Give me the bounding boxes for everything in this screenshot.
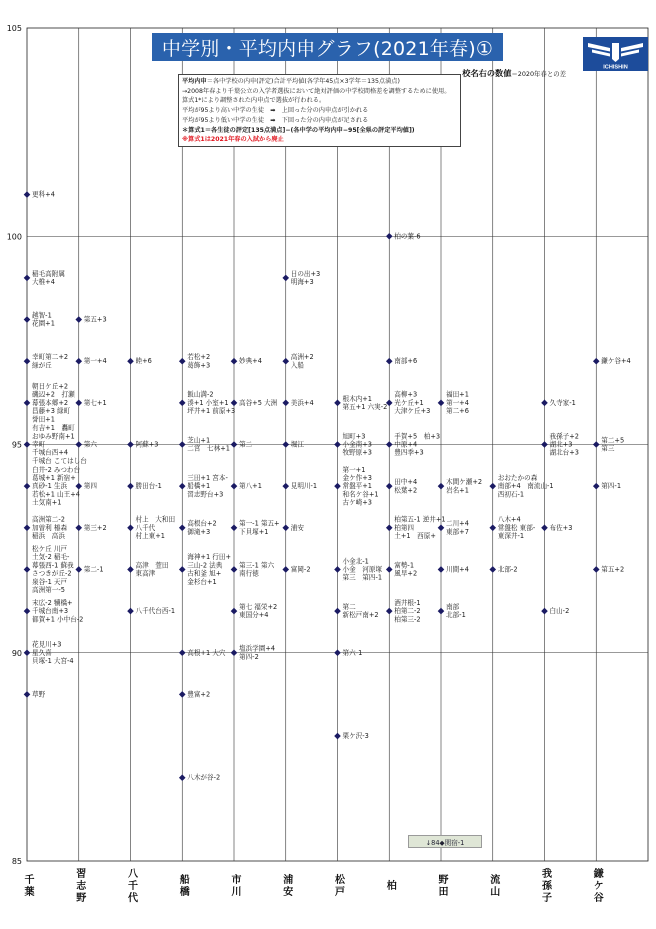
data-point-label: 柏第三-2 <box>394 615 421 624</box>
data-point-label: 常盤松 東部- <box>497 523 536 532</box>
category-label: 浦安 <box>280 874 292 898</box>
data-point-marker <box>75 316 82 323</box>
logo-emblem-icon <box>583 37 648 71</box>
data-point-label: おおたかの森 <box>497 473 538 482</box>
data-point-label: 湖北+3 <box>549 440 573 449</box>
data-point-label: 貝塚-1 大宮-4 <box>32 656 74 665</box>
data-point-label: 我孫子+2 <box>549 432 580 441</box>
data-point-marker <box>231 649 238 656</box>
data-point-marker <box>24 608 31 615</box>
data-point-marker <box>386 358 393 365</box>
data-point-label: 小金北-1 <box>342 557 369 566</box>
data-point-label: 豊富+2 <box>187 690 211 699</box>
data-point-marker <box>127 483 134 490</box>
data-point-label: 飯山満-2 <box>187 390 214 399</box>
data-point-label: 妙典+4 <box>239 357 262 366</box>
data-point-marker <box>179 525 186 532</box>
data-point-label: 第一-1 第五+ <box>239 519 280 528</box>
data-point-label: 高洲+2 <box>290 353 314 362</box>
data-point-label: 幕張西-1 蘇我 <box>32 561 74 570</box>
data-point-label: 高谷+5 大洲 <box>239 398 278 407</box>
abolished-notice: ※算式1は2021年春の入試から廃止 <box>182 136 284 144</box>
data-point-label: 第五+1 六実-2 <box>342 402 388 411</box>
data-point-label: 海神+1 行田+ <box>187 553 231 562</box>
explanation-line: 平均が95より低い中学の生徒 ➡ 下回った分の内申点が足される <box>182 116 369 124</box>
data-point-label: 第三+2 <box>83 523 107 532</box>
data-point-label: 栗ケ沢-3 <box>342 732 369 741</box>
data-point-label: 第三-1 第六 <box>239 561 275 570</box>
data-point-label: 第五+3 <box>83 315 107 324</box>
data-point-label: 第二+5 <box>601 436 625 445</box>
data-point-marker <box>282 275 289 282</box>
data-point-label: 泉谷-1 天戸 <box>32 577 68 586</box>
data-point-label: 葛飾+3 <box>187 361 211 370</box>
data-point-label: 富勢-1 <box>394 561 415 570</box>
data-point-label: 大津ケ丘+3 <box>394 407 431 416</box>
category-label: 松戸 <box>332 874 344 898</box>
data-point-label: 下貝塚+1 <box>239 527 269 536</box>
data-point-label: 高津 萱田 <box>135 561 169 570</box>
data-point-label: 第三 <box>601 444 615 453</box>
data-point-label: 南部+4 南流山-1 <box>497 482 554 491</box>
data-point-label: 根木内+1 <box>342 394 373 403</box>
data-point-label: 幸町 <box>32 440 46 449</box>
formula-line: ＊算式1＝各生徒の評定[135点満点]−(各中学の平均内申−95[全県の評定平均値]) <box>182 126 415 134</box>
data-point-label: 柏の葉-6 <box>394 232 421 241</box>
data-point-label: 東高津 <box>135 569 156 578</box>
data-point-marker <box>438 483 445 490</box>
data-point-label: 古和釜 旭+ <box>187 569 222 578</box>
data-point-label: 磯辺+2 打瀬 <box>32 390 75 399</box>
data-point-label: 第四-1 <box>601 482 622 491</box>
data-point-marker <box>334 566 341 573</box>
data-point-label: 小金南+3 <box>342 440 373 449</box>
data-point-label: 常盤平+1 <box>342 482 373 491</box>
y-tick-label: 105 <box>6 24 22 33</box>
data-point-label: 越智-1 <box>32 311 52 320</box>
data-point-marker <box>179 566 186 573</box>
data-point-marker <box>541 525 548 532</box>
data-point-label: 和名ケ谷+1 <box>342 490 379 499</box>
data-point-marker <box>489 525 496 532</box>
y-tick-label: 85 <box>11 857 22 866</box>
explanation-definition: ＝各中学校の内申(評定)合計平均値(各学年45点×3学年＝135点満点) <box>206 78 400 85</box>
data-point-marker <box>24 483 31 490</box>
data-point-label: 第二+6 <box>446 407 469 416</box>
data-point-marker <box>593 483 600 490</box>
data-point-label: 福田+1 <box>446 390 469 399</box>
explanation-line: 平均が95より高い中学の生徒 ➡ 上回った分の内申点が引かれる <box>182 107 369 115</box>
data-point-label: 稲毛高附属 <box>32 269 65 278</box>
data-point-label: 酒井根-1 <box>394 598 421 607</box>
data-point-marker <box>541 441 548 448</box>
data-point-label: 高柳+3 <box>394 390 418 399</box>
data-point-label: 村上東+1 <box>135 532 166 540</box>
data-point-label: 千城台南+3 <box>32 607 69 616</box>
data-point-label: 朝日ケ丘+2 <box>32 382 69 391</box>
data-point-marker <box>179 400 186 407</box>
data-point-label: 岩名+1 <box>446 486 469 495</box>
data-point-label: 豊四季+3 <box>394 448 424 457</box>
data-point-marker <box>593 441 600 448</box>
data-point-label: 柏第二-2 <box>394 607 421 616</box>
data-point-label: 北部-2 <box>497 565 518 574</box>
category-label: 習志野 <box>73 868 85 904</box>
data-point-label: 花見川+3 <box>32 640 62 649</box>
data-point-label: 柏第五-1 逆井+1 <box>394 515 446 524</box>
data-point-marker <box>24 566 31 573</box>
data-point-label: 金ケ作+3 <box>342 473 373 482</box>
data-point-marker <box>541 400 548 407</box>
data-point-marker <box>75 358 82 365</box>
data-point-marker <box>75 441 82 448</box>
data-point-label: 白山-2 <box>549 607 570 616</box>
data-points <box>24 190 631 782</box>
data-point-label: 二川+4 <box>446 519 469 528</box>
data-point-marker <box>593 358 600 365</box>
data-point-marker <box>282 441 289 448</box>
explanation-term: 平均内申 <box>182 78 207 85</box>
y-tick-label: 95 <box>11 440 22 450</box>
category-label: 我孫子 <box>539 868 551 904</box>
data-point-marker <box>127 608 134 615</box>
data-point-marker <box>334 483 341 490</box>
data-point-label: 第六-1 <box>342 648 363 657</box>
data-point-label: 第二 <box>342 603 356 611</box>
difference-note-lead: 校名右の数値 <box>462 68 512 78</box>
data-point-marker <box>75 566 82 573</box>
data-point-marker <box>231 483 238 490</box>
data-point-marker <box>24 191 31 198</box>
data-point-label: 睦+6 <box>135 357 152 366</box>
data-point-marker <box>334 441 341 448</box>
data-point-marker <box>179 691 186 698</box>
data-point-marker <box>127 358 134 365</box>
data-point-label: 入船 <box>290 361 304 370</box>
data-point-label: 幕張本郷+2 <box>32 398 69 407</box>
data-point-marker <box>593 566 600 573</box>
explanation-line: →2008年春より千葉公立の入学者選抜において絶対評価の中学校間格差を調整するために使用。 <box>182 87 451 95</box>
data-point-marker <box>386 233 393 240</box>
data-point-label: 手賀+5 柏+3 <box>394 432 441 441</box>
data-point-label: 白井-2 みつわ台 <box>32 465 81 474</box>
data-point-label: 東国分+4 <box>239 611 269 620</box>
category-label: 船橋 <box>177 874 189 898</box>
data-point-label: 星久喜 <box>32 648 52 657</box>
data-point-label: 二宮 七林+1 <box>187 444 230 453</box>
explanation-line <box>182 77 457 87</box>
y-tick-label: 90 <box>11 648 22 658</box>
data-point-marker <box>438 525 445 532</box>
data-point-label: 第一+4 <box>446 398 469 407</box>
data-point-label: 幸町第二+2 <box>32 353 69 362</box>
data-point-marker <box>24 649 31 656</box>
data-point-label: 美浜+4 <box>290 398 314 407</box>
data-point-label: 南部 <box>446 603 460 611</box>
data-point-marker <box>231 608 238 615</box>
data-point-marker <box>179 774 186 781</box>
data-point-label: 船橋+1 <box>187 482 211 491</box>
explanation-line: 算式1*により調整された内申点で選抜が行われる。 <box>182 97 326 105</box>
data-point-label: 末広-2 犢橋+ <box>32 598 73 607</box>
data-point-label: 八千代 <box>135 523 156 532</box>
data-point-label: 千城台西+4 <box>32 448 69 457</box>
data-point-label: 葛城+1 新宿+ <box>32 473 76 482</box>
data-point-label: 塩浜学園+4 <box>239 644 276 653</box>
data-point-marker <box>386 441 393 448</box>
data-point-marker <box>386 483 393 490</box>
data-point-label: 第七 福栄+2 <box>239 603 278 611</box>
data-point-label: 松葉+2 <box>394 486 418 495</box>
data-point-marker <box>541 608 548 615</box>
data-point-marker <box>334 608 341 615</box>
data-point-label: 古ケ崎+3 <box>342 498 373 507</box>
data-point-marker <box>282 566 289 573</box>
data-point-marker <box>75 525 82 532</box>
data-point-marker <box>179 358 186 365</box>
data-point-label: 八木が谷-2 <box>187 773 221 782</box>
data-point-label: 勝田台-1 <box>135 482 162 491</box>
data-point-label: 見明川-1 <box>290 482 318 491</box>
data-point-label: 第三 第四-1 <box>342 573 383 582</box>
data-point-label: 誉田+1 <box>32 415 55 424</box>
data-point-label: 布佐+3 <box>549 523 573 532</box>
data-point-label: 光ケ丘+1 <box>394 398 424 407</box>
data-point-marker <box>231 566 238 573</box>
data-point-marker <box>282 483 289 490</box>
data-point-marker <box>438 400 445 407</box>
data-point-label: 北部-1 <box>446 611 466 620</box>
data-point-marker <box>24 316 31 323</box>
data-point-label: 新松戸南+2 <box>342 611 379 620</box>
data-point-label: 東深井-1 <box>497 532 525 540</box>
data-point-marker <box>386 566 393 573</box>
data-point-marker <box>282 400 289 407</box>
data-point-label: 湊+1 小室+1 <box>187 398 229 407</box>
data-point-label: 坪井+1 前原+3 <box>187 407 236 416</box>
explanation-box <box>178 74 461 147</box>
data-point-label: 若松+1 山王+4 <box>32 490 80 499</box>
data-point-marker <box>179 483 186 490</box>
data-point-label: 高根台+2 <box>187 519 217 528</box>
data-point-label: 堀江 <box>290 440 304 449</box>
data-point-label: 南部+6 <box>394 357 418 366</box>
data-point-marker <box>24 275 31 282</box>
category-label: 市川 <box>229 874 240 898</box>
data-point-label: 村上 大和田 <box>135 515 176 524</box>
category-label: 八千代 <box>125 868 137 904</box>
data-point-label: 三田+1 宮本- <box>187 473 228 482</box>
data-point-marker <box>282 358 289 365</box>
data-point-label: 東部+7 <box>446 527 469 536</box>
data-point-label: 三山-2 法典 <box>187 561 223 570</box>
data-point-label: 稲浜 高浜 <box>32 532 65 540</box>
data-point-marker <box>334 649 341 656</box>
data-point-label: 鎌ケ谷+4 <box>601 357 631 366</box>
data-point-marker <box>386 608 393 615</box>
data-point-marker <box>179 441 186 448</box>
data-point-label: 高洲第一-5 <box>32 585 65 594</box>
data-point-marker <box>24 691 31 698</box>
data-point-label: 御滝+3 <box>187 527 211 536</box>
data-point-label: 有吉+1 轟町 <box>32 424 75 433</box>
data-point-label: 川間+4 <box>446 565 469 574</box>
data-point-label: 第六 <box>83 440 97 449</box>
data-point-label: 南行徳 <box>239 569 259 578</box>
data-point-marker <box>438 608 445 615</box>
data-point-marker <box>127 525 134 532</box>
data-point-label: 牧野原+3 <box>342 448 373 457</box>
offscale-point-note: ↓84◆関宿-1 <box>408 835 482 848</box>
data-point-label: 加曽利 椿森 <box>32 523 68 532</box>
data-point-label: 習志野台+3 <box>187 490 224 499</box>
data-point-marker <box>24 400 31 407</box>
data-point-label: 第一+1 <box>342 465 366 474</box>
data-point-label: 草野 <box>32 690 46 699</box>
data-point-label: 風早+2 <box>394 569 418 578</box>
data-point-label: 更科+4 <box>32 190 55 199</box>
data-point-label: 芝山+1 <box>187 436 211 445</box>
data-point-label: 旭町+3 <box>342 432 366 441</box>
data-point-marker <box>489 483 496 490</box>
data-point-marker <box>24 441 31 448</box>
category-label: 柏 <box>384 880 396 892</box>
data-point-label: 花園+1 <box>32 319 55 328</box>
data-point-marker <box>75 483 82 490</box>
category-label: 野田 <box>436 874 447 898</box>
data-point-label: 緑が丘 <box>32 361 52 370</box>
data-point-marker <box>231 441 238 448</box>
data-point-marker <box>489 566 496 573</box>
data-point-label: 真砂-1 生浜 <box>32 482 68 491</box>
data-point-label: 湖北台+3 <box>549 448 580 457</box>
data-point-marker <box>127 566 134 573</box>
data-point-marker <box>231 358 238 365</box>
data-point-marker <box>231 525 238 532</box>
data-point-label: 中原+4 <box>394 440 418 449</box>
data-point-marker <box>334 733 341 740</box>
category-label: 鎌ケ谷 <box>591 868 603 904</box>
data-point-label: 昌藤+3 緑町 <box>32 407 71 416</box>
data-point-marker <box>334 400 341 407</box>
data-point-label: 第二-1 <box>83 565 104 574</box>
data-point-label: 八千代台西-1 <box>135 607 176 616</box>
data-point-label: 八木+4 <box>497 515 521 524</box>
data-point-label: 土気-2 稲毛- <box>32 553 70 562</box>
data-point-marker <box>24 525 31 532</box>
data-point-label: 土+1 西原+ <box>394 532 436 540</box>
data-point-label: おゆみ野南+1 <box>32 432 75 441</box>
data-point-marker <box>438 566 445 573</box>
data-point-label: 阿蘇+3 <box>135 440 159 449</box>
y-axis <box>7 24 22 866</box>
data-point-marker <box>24 358 31 365</box>
data-point-marker <box>179 649 186 656</box>
chart-title: 中学別・平均内申グラフ(2021年春)① <box>152 33 503 61</box>
data-point-label: 久寺家-1 <box>549 398 576 407</box>
category-label: 千葉 <box>22 874 33 898</box>
ichishin-logo <box>583 37 648 71</box>
data-point-label: 第七+1 <box>83 398 107 407</box>
data-point-label: 西初石-1 <box>497 490 525 499</box>
data-point-label: 金杉台+1 <box>187 577 217 586</box>
data-point-marker <box>231 400 238 407</box>
data-point-label: 第四 <box>83 482 97 491</box>
data-point-label: 千城台 こてはし台 <box>32 456 87 465</box>
data-point-label: 田中+4 <box>394 478 418 487</box>
category-label: 流山 <box>487 874 499 898</box>
difference-note <box>462 61 566 80</box>
data-point-label: 木間ケ瀬+2 <box>446 478 483 487</box>
data-point-label: 第八+1 <box>239 482 262 491</box>
data-point-label: 高洲第二-2 <box>32 515 65 524</box>
data-point-label: 高根+1 大穴 <box>187 648 226 657</box>
data-point-label: さつきが丘-2 <box>32 569 72 578</box>
data-point-label: 浦安 <box>290 523 304 532</box>
y-tick-label: 100 <box>6 232 22 242</box>
data-point-label: 大椎+4 <box>32 278 55 286</box>
data-point-label: 若松+2 <box>187 353 211 362</box>
data-point-label: 日の出+3 <box>290 269 321 278</box>
data-point-label: 松ケ丘 川戸 <box>32 544 68 553</box>
data-point-label: 小金 河原塚 <box>342 565 383 574</box>
data-point-marker <box>386 525 393 532</box>
data-point-label: 第一+4 <box>83 357 107 366</box>
logo-text: ICHISHIN <box>603 64 628 71</box>
data-point-marker <box>75 400 82 407</box>
data-point-label: 明海+3 <box>290 278 314 286</box>
data-point-label: 第五+2 <box>601 565 625 574</box>
data-point-label: 都賀+1 小中台-2 <box>32 615 84 624</box>
difference-note-text: ＝2020年春との差 <box>511 70 566 78</box>
data-point-label: 第四-2 <box>239 652 259 661</box>
data-point-label: 第二 <box>239 440 253 449</box>
data-point-label: 富岡-2 <box>290 565 311 574</box>
data-point-marker <box>127 441 134 448</box>
data-point-marker <box>282 525 289 532</box>
data-point-label: 柏第四 <box>394 523 415 532</box>
data-point-label: 土気南+1 <box>32 498 62 507</box>
